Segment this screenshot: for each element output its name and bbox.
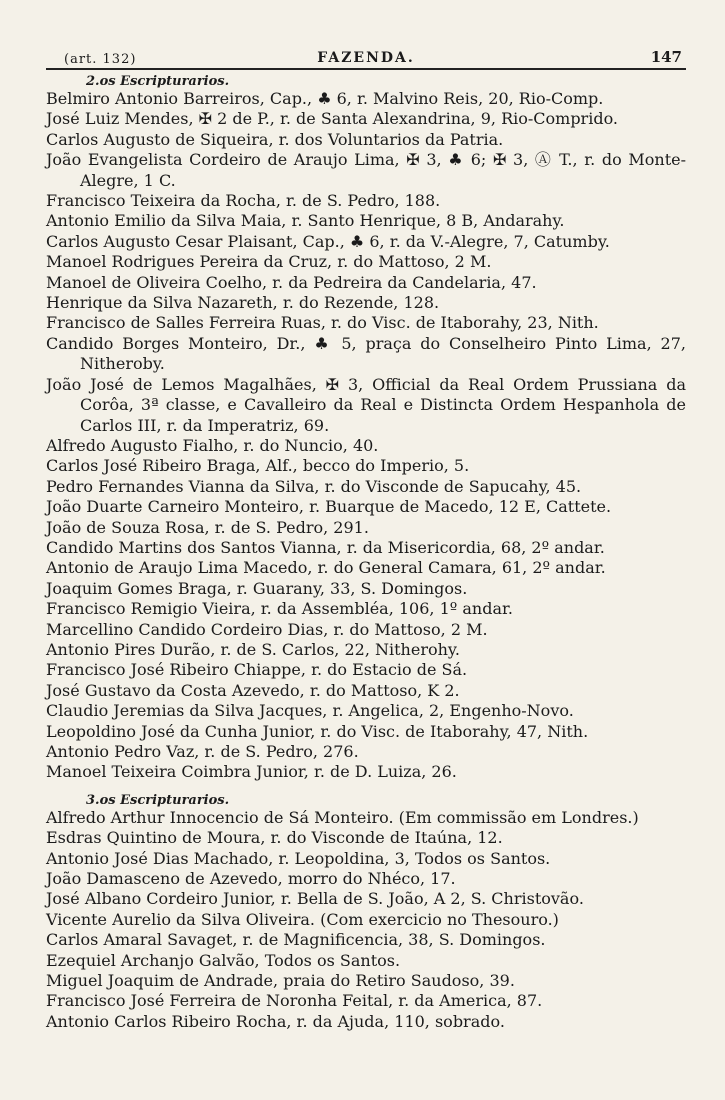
directory-entry: Pedro Fernandes Vianna da Silva, r. do Visconde de Sapucahy, 45.	[46, 476, 582, 496]
directory-entry: Leopoldino José da Cunha Junior, r. do Visc. de Itaborahy, 47, Nith.	[46, 721, 589, 741]
directory-entry: Carlos Augusto Cesar Plaisant, Cap., ♣ 6, r. da V.-Alegre, 7, Catumby.	[46, 231, 610, 251]
article-reference: (art. 132)	[64, 52, 137, 67]
page-number: 147	[650, 48, 682, 66]
directory-entry: Francisco Teixeira da Rocha, r. de S. Pedro, 188.	[46, 191, 441, 211]
directory-entry: João Damasceno de Azevedo, morro do Nhéco, 17.	[46, 869, 456, 889]
directory-entry: João Duarte Carneiro Monteiro, r. Buarque de Macedo, 12 E, Cattete.	[46, 497, 612, 517]
directory-entry: Candido Borges Monteiro, Dr., ♣ 5, praça do Conselheiro Pinto Lima, 27, Nitheroby.	[46, 333, 686, 374]
directory-entry: Claudio Jeremias da Silva Jacques, r. Angelica, 2, Engenho-Novo.	[46, 701, 574, 721]
directory-entry: Belmiro Antonio Barreiros, Cap., ♣ 6, r. Malvino Reis, 20, Rio-Comp.	[46, 89, 604, 108]
directory-entry: Manoel de Oliveira Coelho, r. da Pedreira da Candelaria, 47.	[46, 272, 537, 292]
directory-entry: Francisco José Ferreira de Noronha Feital, r. da America, 87.	[46, 991, 543, 1011]
page-header	[46, 44, 686, 70]
directory-entry: João José de Lemos Magalhães, ✠ 3, Official da Real Ordem Prussiana da Corôa, 3ª classe, e Cavalleiro da Real e Distincta Ordem Hespanhola de Carlos III, r. da Imperatriz, 69.	[46, 374, 686, 435]
page-title: FAZENDA.	[317, 50, 415, 66]
directory-entry: Antonio José Dias Machado, r. Leopoldina, 3, Todos os Santos.	[46, 848, 551, 868]
directory-entry: Francisco Remigio Vieira, r. da Assembléa, 106, 1º andar.	[46, 599, 513, 619]
directory-entry: Antonio Pedro Vaz, r. de S. Pedro, 276.	[46, 742, 359, 761]
directory-entry: Carlos Augusto de Siqueira, r. dos Voluntarios da Patria.	[46, 129, 504, 149]
directory-entry: Alfredo Arthur Innocencio de Sá Monteiro. (Em commissão em Londres.)	[46, 807, 639, 827]
directory-entry: Francisco José Ribeiro Chiappe, r. do Estacio de Sá.	[46, 660, 468, 680]
directory-entry: José Luiz Mendes, ✠ 2 de P., r. de Santa Alexandrina, 9, Rio-Comprido.	[46, 109, 618, 129]
directory-entry: João Evangelista Cordeiro de Araujo Lima, ✠ 3, ♣ 6; ✠ 3, Ⓐ T., r. do Monte-Alegre, 1 C.	[46, 150, 686, 190]
document-page	[46, 44, 686, 1032]
directory-entry: José Gustavo da Costa Azevedo, r. do Mattoso, K 2.	[46, 680, 460, 700]
directory-entry: Manoel Rodrigues Pereira da Cruz, r. do Mattoso, 2 M.	[46, 252, 492, 272]
directory-entry: Candido Martins dos Santos Vianna, r. da Misericordia, 68, 2º andar.	[46, 537, 605, 557]
directory-entry: Antonio Emilio da Silva Maia, r. Santo Henrique, 8 B, Andarahy.	[46, 211, 565, 231]
entry-list	[46, 89, 686, 783]
directory-entry: Joaquim Gomes Braga, r. Guarany, 33, S. Domingos.	[46, 578, 468, 598]
directory-entry: Miguel Joaquim de Andrade, praia do Retiro Saudoso, 39.	[46, 971, 515, 991]
directory-entry: Carlos José Ribeiro Braga, Alf., becco do Imperio, 5.	[46, 456, 470, 476]
section-heading: 3.os Escripturarios.	[86, 792, 230, 808]
directory-entry: Marcellino Candido Cordeiro Dias, r. do Mattoso, 2 M.	[46, 619, 488, 639]
directory-entry: Francisco de Salles Ferreira Ruas, r. do Visc. de Itaborahy, 23, Nith.	[46, 313, 599, 333]
entry-list	[46, 808, 686, 1032]
section-heading: 2.os Escripturarios.	[86, 74, 230, 89]
directory-entry: Manoel Teixeira Coimbra Junior, r. de D. Luiza, 26.	[46, 762, 457, 782]
directory-entry: Antonio Carlos Ribeiro Rocha, r. da Ajuda, 110, sobrado.	[46, 1011, 505, 1031]
directory-entry: Ezequiel Archanjo Galvão, Todos os Santos.	[46, 950, 401, 970]
section-third-clerks	[46, 793, 686, 1032]
directory-entry: Esdras Quintino de Moura, r. do Visconde de Itaúna, 12.	[46, 828, 503, 848]
directory-entry: Alfredo Augusto Fialho, r. do Nuncio, 40.	[46, 435, 379, 455]
directory-entry: João de Souza Rosa, r. de S. Pedro, 291.	[46, 517, 369, 537]
directory-entry: Antonio de Araujo Lima Macedo, r. do General Camara, 61, 2º andar.	[46, 558, 606, 578]
directory-entry: Henrique da Silva Nazareth, r. do Rezende, 128.	[46, 293, 440, 313]
directory-entry: Antonio Pires Durão, r. de S. Carlos, 22, Nitherohy.	[46, 639, 460, 659]
directory-entry: Vicente Aurelio da Silva Oliveira. (Com exercicio no Thesouro.)	[46, 909, 559, 929]
section-second-clerks	[46, 74, 686, 783]
directory-entry: José Albano Cordeiro Junior, r. Bella de S. João, A 2, S. Christovão.	[46, 889, 584, 909]
directory-entry: Carlos Amaral Savaget, r. de Magnificencia, 38, S. Domingos.	[46, 930, 546, 950]
